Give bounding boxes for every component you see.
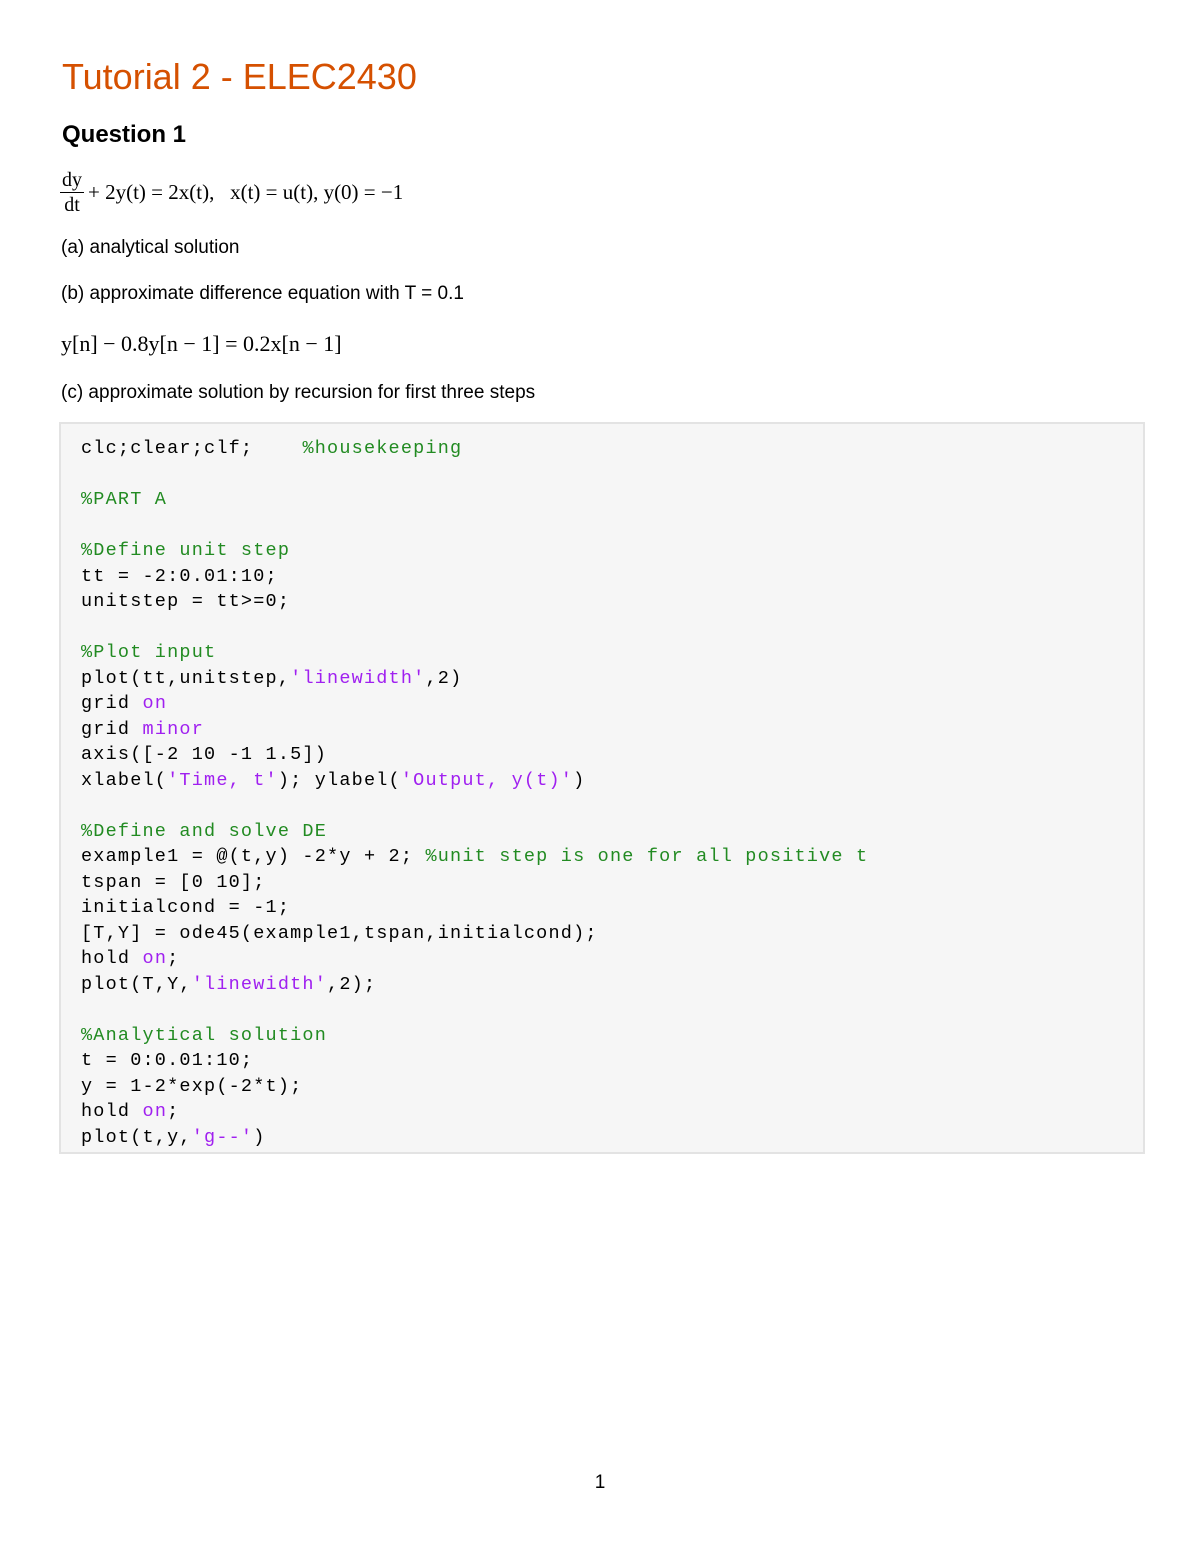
code-line [81,921,868,947]
differential-equation [60,168,403,216]
code-string: 'linewidth' [191,973,328,995]
code-line [81,895,868,921]
code-comment: %unit step is one for all positive t [425,846,869,867]
code-line [81,870,868,896]
code-text: hold [81,1101,143,1122]
code-line [81,538,868,564]
code-line [81,819,868,845]
code-block [59,422,1145,1154]
code-line [81,436,868,462]
code-text: ; [167,1101,180,1122]
code-string: minor [142,718,205,740]
code-string: on [142,693,168,714]
code-text: ,2); [327,973,377,995]
difference-equation: y[n] − 0.8y[n − 1] = 0.2x[n − 1] [61,331,342,356]
code-line [81,1023,868,1049]
code-text: example1 = @(t,y) -2*y + 2; [81,846,426,867]
code-comment: %Plot input [81,642,217,663]
code-comment: %housekeeping [302,438,463,459]
code-text: plot(T,Y, [81,973,192,995]
code-line [81,997,868,1023]
code-line [81,589,868,615]
code-comment: %Analytical solution [81,1024,328,1046]
code-line [81,742,868,768]
code-line [81,640,868,666]
code-line [81,946,868,972]
code-line [81,793,868,819]
code-line [81,1099,868,1125]
item-b: (b) approximate difference equation with T = 0.1 [61,283,464,304]
code-string: 'Time, t' [167,769,278,791]
code-text: ); ylabel( [277,769,401,791]
code-line [81,717,868,743]
code-text: xlabel( [81,769,168,791]
code-line [81,691,868,717]
code-line [81,666,868,692]
code-line [81,844,868,870]
code-text: plot(tt,unitstep, [81,667,291,689]
code-line [81,487,868,513]
code-string: 'g--' [191,1126,254,1148]
code-line [81,768,868,794]
code-text: tspan = [0 10]; [81,871,266,893]
code-text: t = 0:0.01:10; [81,1050,254,1071]
item-c: (c) approximate solution by recursion for first three steps [61,382,536,403]
code-text: clc;clear;clf; [81,438,303,459]
code-line [81,513,868,539]
code-text: [T,Y] = ode45(example1,tspan,initialcond); [81,922,598,944]
code-text: ; [167,948,180,969]
fraction-numerator: dy [62,168,82,191]
fraction-denominator: dt [64,193,80,216]
code-string: on [142,1101,168,1122]
code-text: hold [81,948,143,969]
code-text: ,2) [425,667,463,689]
item-a: (a) analytical solution [61,237,240,258]
code-text: axis([-2 10 -1 1.5]) [81,744,328,765]
code-text: y = 1-2*exp(-2*t); [81,1075,303,1097]
code-string: 'Output, y(t)' [400,769,574,791]
code-line [81,972,868,998]
equation-body: + 2y(t) = 2x(t), x(t) = u(t), y(0) = −1 [88,179,404,204]
matlab-code [81,436,868,1150]
code-comment: %Define and solve DE [81,820,328,842]
question-heading: Question 1 [62,121,187,148]
derivative-fraction [60,170,84,215]
page-title: Tutorial 2 - ELEC2430 [62,56,417,97]
code-line [81,1074,868,1100]
code-line [81,462,868,488]
code-string: on [142,948,168,969]
code-string: 'linewidth' [290,667,426,689]
code-comment: %Define unit step [81,540,291,561]
code-text: plot(t,y, [81,1126,192,1148]
code-text: ) [573,769,586,791]
code-text: grid [81,718,143,740]
code-text: grid [81,693,143,714]
code-text: initialcond = -1; [81,897,291,918]
code-text: unitstep = tt>=0; [81,591,291,612]
code-text: tt = -2:0.01:10; [81,565,278,587]
code-line [81,564,868,590]
code-line [81,1048,868,1074]
code-comment: %PART A [81,489,168,510]
code-text: ) [253,1126,266,1148]
code-line [81,615,868,641]
page-number: 1 [594,1472,606,1493]
code-line [81,1125,868,1151]
